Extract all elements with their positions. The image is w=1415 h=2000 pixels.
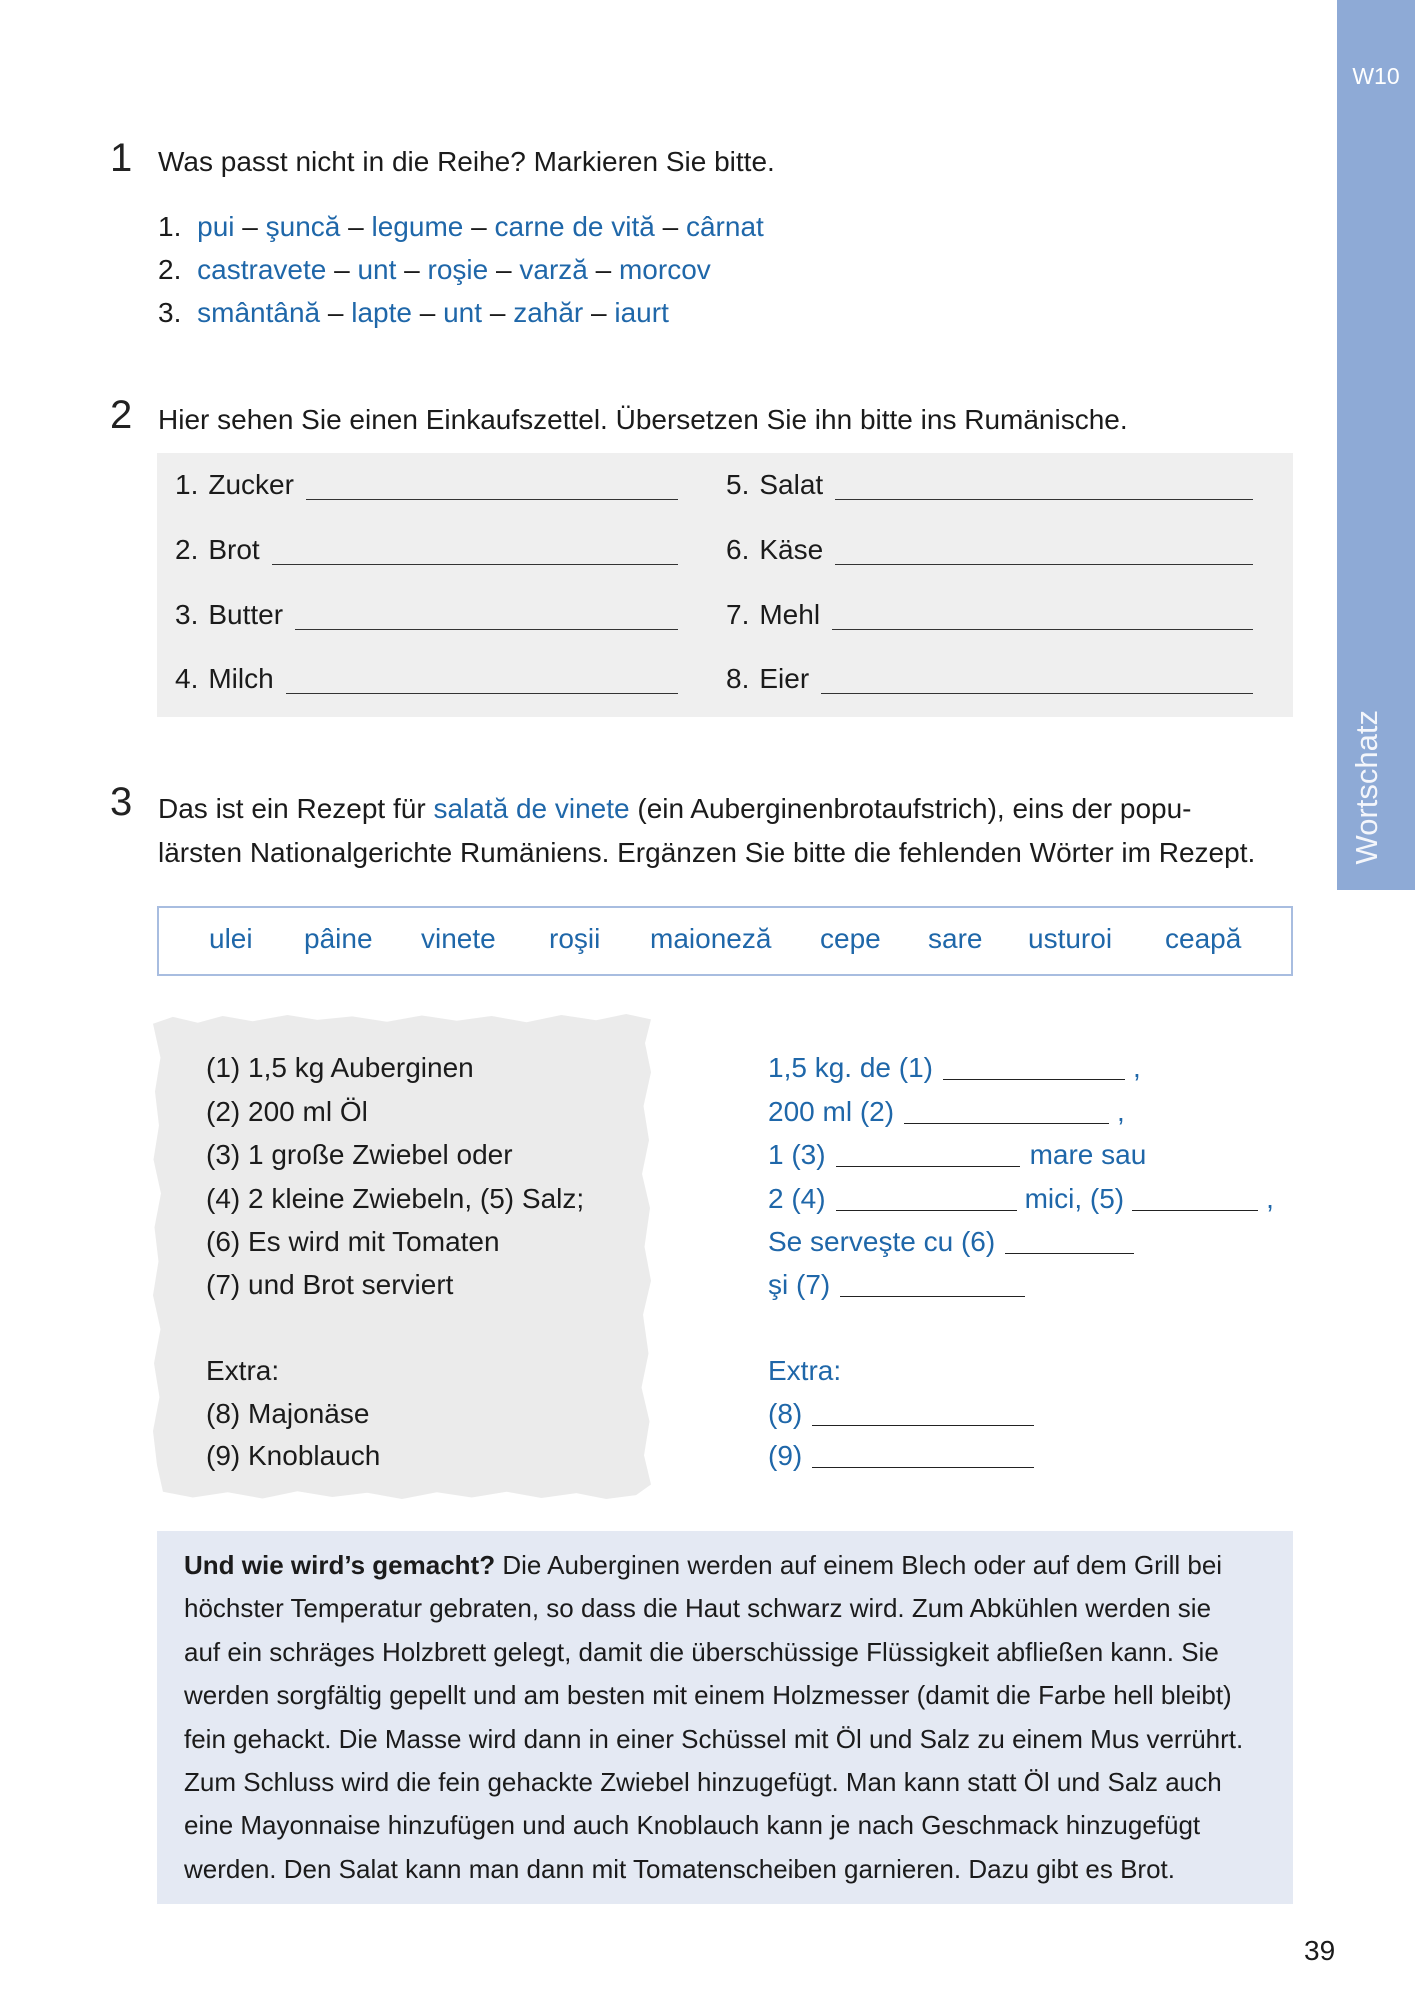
exercise-instruction: Hier sehen Sie einen Einkaufszettel. Übersetzen Sie ihn bitte ins Rumänische. xyxy=(158,404,1128,435)
word: iaurt xyxy=(614,297,669,328)
item-number: 2. xyxy=(175,534,199,565)
recipe-line-ro xyxy=(768,1268,1025,1302)
word: carne de vită xyxy=(494,211,655,242)
recipe-line-de: (1) 1,5 kg Auberginen xyxy=(206,1052,474,1083)
exercise-number: 1 xyxy=(110,136,133,180)
word-row xyxy=(158,253,711,287)
answer-blank xyxy=(812,1425,1034,1426)
separator: – xyxy=(242,211,258,242)
recipe-line-ro xyxy=(768,1138,1146,1172)
word: lapte xyxy=(351,297,412,328)
page-number: 39 xyxy=(1304,1935,1336,1966)
separator: – xyxy=(404,254,420,285)
word-row xyxy=(158,296,669,330)
answer-blank xyxy=(306,499,678,500)
answer-blank xyxy=(295,629,678,630)
separator: – xyxy=(496,254,512,285)
item-word: Brot xyxy=(208,534,260,565)
word-bank-item: sare xyxy=(928,923,983,954)
word-bank-item: vinete xyxy=(421,923,496,954)
note-line: werden sorgfältig gepellt und am besten mit einem Holzmesser (damit die Farbe hell bleibt) xyxy=(184,1680,1232,1710)
answer-blank xyxy=(904,1123,1109,1124)
word: smântână xyxy=(197,297,321,328)
recipe-text: 2 (4) xyxy=(768,1183,826,1214)
word: legume xyxy=(371,211,464,242)
note-text: Die Auberginen werden auf einem Blech oder auf dem Grill bei xyxy=(502,1550,1223,1580)
item-number: 4. xyxy=(175,663,199,694)
chapter-label: Wortschatz xyxy=(1349,709,1384,864)
item-word: Eier xyxy=(759,663,810,694)
word-bank-item: pâine xyxy=(304,923,373,954)
word: şuncă xyxy=(265,211,341,242)
word: roşie xyxy=(427,254,489,285)
note-heading: Und wie wird’s gemacht? xyxy=(184,1550,496,1580)
chapter-tab xyxy=(1337,0,1415,890)
answer-blank xyxy=(1005,1253,1134,1254)
recipe-extra-label-de: Extra: xyxy=(206,1355,280,1386)
recipe-text: mici, (5) xyxy=(1024,1183,1125,1214)
word-bank-item: cepe xyxy=(820,923,881,954)
answer-blank xyxy=(943,1079,1125,1080)
item-number: 6. xyxy=(726,534,750,565)
separator: – xyxy=(591,297,607,328)
recipe-text: , xyxy=(1117,1096,1125,1127)
item-number: 1. xyxy=(175,469,199,500)
shopping-item xyxy=(726,468,1253,502)
answer-blank xyxy=(272,564,678,565)
recipe-text: , xyxy=(1266,1183,1274,1214)
exercise-instruction-line-2: lärsten Nationalgerichte Rumäniens. Ergänzen Sie bitte die fehlenden Wörter im Rezept. xyxy=(158,837,1256,868)
word: morcov xyxy=(618,254,711,285)
answer-blank xyxy=(836,1166,1020,1167)
instruction-text: Das ist ein Rezept für xyxy=(158,793,426,824)
dish-name: salată de vinete xyxy=(433,793,630,824)
note-line xyxy=(184,1548,1222,1582)
recipe-text: 1,5 kg. de (1) xyxy=(768,1052,933,1083)
recipe-text: 1 (3) xyxy=(768,1139,826,1170)
separator: – xyxy=(348,211,364,242)
shopping-item xyxy=(726,533,1253,567)
separator: – xyxy=(327,297,344,328)
answer-blank xyxy=(835,564,1253,565)
word-bank-item: roşii xyxy=(549,923,601,954)
word: cârnat xyxy=(685,211,764,242)
shopping-item xyxy=(175,598,678,632)
exercise-instruction: Was passt nicht in die Reihe? Markieren Sie bitte. xyxy=(158,146,775,177)
recipe-extra-label-ro xyxy=(768,1354,841,1388)
answer-blank xyxy=(832,629,1253,630)
recipe-line-ro xyxy=(768,1095,1125,1129)
word: pui xyxy=(197,211,235,242)
word-bank-item: maioneză xyxy=(650,923,772,954)
note-line: auf ein schräges Holzbrett gelegt, damit die überschüssige Flüssigkeit abfließen kann. Sie xyxy=(184,1637,1219,1667)
exercise-instruction xyxy=(158,792,1191,826)
shopping-list-box xyxy=(157,453,1293,717)
separator: – xyxy=(334,254,350,285)
item-word: Käse xyxy=(759,534,824,565)
word-bank xyxy=(157,906,1293,976)
recipe-line-de: (4) 2 kleine Zwiebeln, (5) Salz; xyxy=(206,1183,585,1214)
item-word: Salat xyxy=(759,469,824,500)
item-word: Butter xyxy=(208,599,284,630)
word: castravete xyxy=(197,254,327,285)
row-number: 2. xyxy=(158,254,182,285)
recipe-line-ro xyxy=(768,1225,1134,1259)
separator: – xyxy=(595,254,612,285)
answer-blank xyxy=(835,499,1253,500)
note-line: fein gehackt. Die Masse wird dann in einer Schüssel mit Öl und Salz zu einem Mus verrührt. xyxy=(184,1724,1244,1754)
word: varză xyxy=(519,254,588,285)
recipe-text: (8) xyxy=(768,1398,803,1429)
item-number: 5. xyxy=(726,469,750,500)
item-word: Mehl xyxy=(759,599,821,630)
recipe-line-ro xyxy=(768,1439,1034,1473)
shopping-item xyxy=(175,533,678,567)
separator: – xyxy=(489,297,506,328)
shopping-item xyxy=(175,662,678,696)
item-word: Milch xyxy=(208,663,274,694)
recipe-text: Extra: xyxy=(768,1355,842,1386)
item-number: 8. xyxy=(726,663,750,694)
item-number: 3. xyxy=(175,599,199,630)
answer-blank xyxy=(812,1467,1034,1468)
answer-blank xyxy=(821,693,1253,694)
note-line: werden. Den Salat kann man dann mit Tomatenscheiben garnieren. Dazu gibt es Brot. xyxy=(184,1854,1175,1884)
recipe-line-ro xyxy=(768,1397,1034,1431)
recipe-line-de: (6) Es wird mit Tomaten xyxy=(206,1226,500,1257)
recipe-text: 200 ml (2) xyxy=(768,1096,895,1127)
shopping-item xyxy=(175,468,678,502)
exercise-number: 2 xyxy=(110,393,133,437)
recipe-note-box xyxy=(157,1531,1293,1904)
recipe-text: Se serveşte cu (6) xyxy=(768,1226,996,1257)
word-row xyxy=(158,210,764,244)
recipe-line-de: (2) 200 ml Öl xyxy=(206,1096,368,1127)
item-number: 7. xyxy=(726,599,750,630)
word-bank-item: usturoi xyxy=(1028,923,1113,954)
separator: – xyxy=(471,211,487,242)
recipe-text: mare sau xyxy=(1029,1139,1147,1170)
recipe-line-de: (8) Majonäse xyxy=(206,1398,370,1429)
answer-blank xyxy=(840,1296,1025,1297)
note-line: Zum Schluss wird die fein gehackte Zwiebel hinzugefügt. Man kann statt Öl und Salz auch xyxy=(184,1767,1222,1797)
recipe-line-ro xyxy=(768,1051,1141,1085)
separator: – xyxy=(662,211,679,242)
recipe-line-de: (7) und Brot serviert xyxy=(206,1269,454,1300)
instruction-text: (ein Auberginenbrotaufstrich), eins der popu- xyxy=(637,793,1192,824)
word: unt xyxy=(357,254,397,285)
word: zahăr xyxy=(513,297,584,328)
recipe-line-ro xyxy=(768,1182,1274,1216)
chapter-code: W10 xyxy=(1352,63,1400,89)
recipe-line-de: (9) Knoblauch xyxy=(206,1440,381,1471)
word-bank-item: ceapă xyxy=(1165,923,1242,954)
recipe-line-de: (3) 1 große Zwiebel oder xyxy=(206,1139,513,1170)
row-number: 3. xyxy=(158,297,182,328)
shopping-item xyxy=(726,598,1253,632)
shopping-item xyxy=(726,662,1253,696)
answer-blank xyxy=(836,1210,1017,1211)
word: unt xyxy=(443,297,483,328)
note-line: eine Mayonnaise hinzufügen und auch Knoblauch kann je nach Geschmack hinzugefügt xyxy=(184,1810,1201,1840)
exercise-number: 3 xyxy=(110,780,133,824)
item-word: Zucker xyxy=(208,469,294,500)
note-line: höchster Temperatur gebraten, so dass die Haut schwarz wird. Zum Abkühlen werden sie xyxy=(184,1593,1212,1623)
row-number: 1. xyxy=(158,211,182,242)
answer-blank xyxy=(286,693,678,694)
answer-blank xyxy=(1132,1210,1258,1211)
recipe-text: (9) xyxy=(768,1440,803,1471)
word-bank-item: ulei xyxy=(209,923,253,954)
recipe-text: , xyxy=(1132,1052,1141,1083)
recipe-text: şi (7) xyxy=(768,1269,831,1300)
separator: – xyxy=(419,297,436,328)
